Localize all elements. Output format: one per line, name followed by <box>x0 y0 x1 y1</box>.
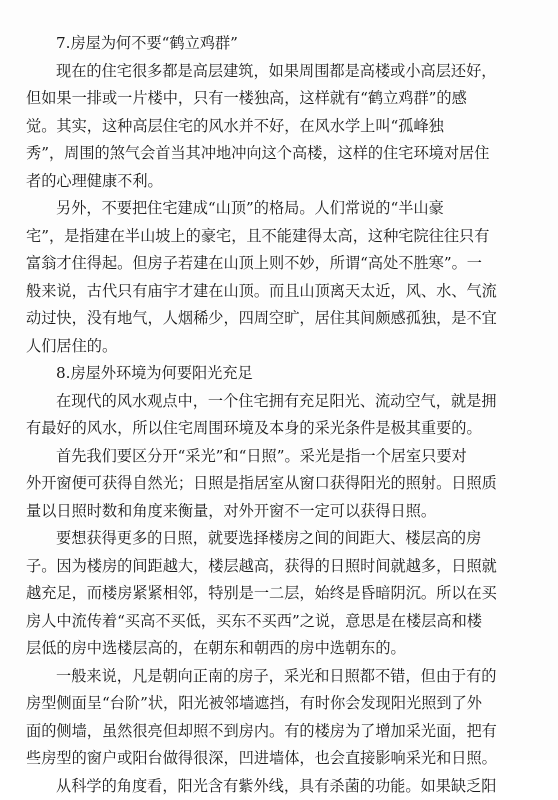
text-line: 房型侧面呈“台阶”状，阳光被邻墙遮挡，有时你会发现阳光照到了外 <box>26 690 538 718</box>
text-line: 人们居住的。 <box>26 333 538 361</box>
text-line: 在现代的风水观点中，一个住宅拥有充足阳光、流动空气，就是拥 <box>26 388 538 416</box>
text-line: 动过快，没有地气，人烟稀少，四周空旷，居住其间颇感孤独，是不宜 <box>26 305 538 333</box>
text-line: 者的心理健康不利。 <box>26 168 538 196</box>
text-line: 秀”，周围的煞气会首当其冲地冲向这个高楼，这样的住宅环境对居住 <box>26 140 538 168</box>
text-line: 房人中流传着“买高不买低，买东不买西”之说，意思是在楼层高和楼 <box>26 608 538 636</box>
text-line: 有最好的风水，所以住宅周围环境及本身的采光条件是极其重要的。 <box>26 415 538 443</box>
text-line: 宅”，是指建在半山坡上的豪宅，且不能建得太高，这种宅院往往只有 <box>26 223 538 251</box>
document-body <box>26 30 538 800</box>
text-line: 觉。其实，这种高层住宅的风水并不好，在风水学上叫“孤峰独 <box>26 113 538 141</box>
text-line: 从科学的角度看，阳光含有紫外线，具有杀菌的功能。如果缺乏阳 <box>26 773 538 800</box>
text-line: 另外，不要把住宅建成“山顶”的格局。人们常说的“半山豪 <box>26 195 538 223</box>
text-line: 些房型的窗户或阳台做得很深，凹进墙体，也会直接影响采光和日照。 <box>26 745 538 773</box>
text-line: 但如果一排或一片楼中，只有一楼独高，这样就有“鹤立鸡群”的感 <box>26 85 538 113</box>
section-heading: 8.房屋外环境为何要阳光充足 <box>26 360 538 388</box>
text-line: 外开窗便可获得自然光；日照是指居室从窗口获得阳光的照射。日照质 <box>26 470 538 498</box>
text-line: 越充足，而楼房紧紧相邻，特别是一二层，始终是昏暗阴沉。所以在买 <box>26 580 538 608</box>
text-line: 现在的住宅很多都是高层建筑，如果周围都是高楼或小高层还好， <box>26 58 538 86</box>
section-heading: 7.房屋为何不要“鹤立鸡群” <box>26 30 538 58</box>
text-line: 量以日照时数和角度来衡量，对外开窗不一定可以获得日照。 <box>26 498 538 526</box>
text-line: 首先我们要区分开“采光”和“日照”。采光是指一个居室只要对 <box>26 443 538 471</box>
text-line: 子。因为楼房的间距越大，楼层越高，获得的日照时间就越多，日照就 <box>26 553 538 581</box>
text-line: 般来说，古代只有庙宇才建在山顶。而且山顶离天太近，风、水、气流 <box>26 278 538 306</box>
text-line: 要想获得更多的日照，就要选择楼房之间的间距大、楼层高的房 <box>26 525 538 553</box>
text-line: 层低的房中选楼层高的，在朝东和朝西的房中选朝东的。 <box>26 635 538 663</box>
text-line: 富翁才住得起。但房子若建在山顶上则不妙，所谓“高处不胜寒”。一 <box>26 250 538 278</box>
text-line: 一般来说，凡是朝向正南的房子，采光和日照都不错，但由于有的 <box>26 663 538 691</box>
text-line: 面的侧墙，虽然很亮但却照不到房内。有的楼房为了增加采光面，把有 <box>26 718 538 746</box>
